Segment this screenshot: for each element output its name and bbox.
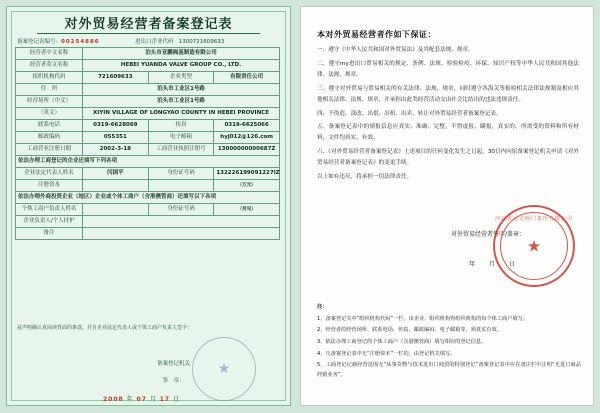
row-label: 经营场所（中文） [16,96,83,108]
table-row [16,144,280,156]
form-date-month: 07 [136,396,147,403]
row-value: HEBEI YUANDA VALVE GROUP CO., LTD. [83,60,280,72]
guarantee-paragraph: 二、遵守my进出口贸易相关的规定、条例、法规、检验检疫、环保、知识产权等中华人民共和国其他法律、法规、规章。 [317,60,579,78]
registration-table [15,47,280,240]
note-item: 2、经营者的经营场所、联系电话、传真、邮政编码、电子邮箱等，须真实有效。 [317,327,502,334]
row-value-2: 有限责任公司 [214,72,280,84]
registration-number-label: 备案登记表编号： [17,39,62,45]
guarantee-paragraph: 四、不伪造、涂改、出借、出租、出卖、转让对外贸易经营者备案登记表。 [317,110,502,117]
row-value [83,204,149,216]
form-date-year: 2008 [103,396,124,403]
row-label: （英文） [16,108,83,120]
row-label: 邮政编码 [16,132,83,144]
declaration-text: 兹声明确认真阅读背面的条款，并自企业法定代表人或个体工商户负责人签字： [17,325,193,331]
row-label: 经营者英文名称 [16,60,83,72]
row-label: 工商营业注册日期 [16,144,83,156]
remark-value [83,228,280,240]
table-row [16,72,280,84]
registration-number [17,37,100,45]
row-value-2: 0319-6625066 [214,120,280,132]
row-value-2: （万元） [214,180,280,192]
guarantee-paragraph: 以上如有违反，将承担一切法律责任。 [317,174,413,181]
note-item: 3、依法办理工商登记的个体工商户（含港澳管商）填写相应的登记信息。 [317,338,487,345]
table-row [16,180,280,192]
row-value: 泊头市工业区1号路 [83,96,280,108]
row-label: 个体工商户负责人姓名 [16,204,83,216]
table-row [16,132,280,144]
table-row [16,84,280,96]
registration-number-value: 00254886 [61,39,100,45]
authority-label: 备案登记机关 [157,361,191,367]
row-value: 0319-6628069 [83,120,149,132]
table-row [16,108,280,120]
table-row [16,204,280,216]
notes-title: 注： [317,304,328,310]
notes-block [317,303,581,382]
row-label-2: 企业类型 [148,72,214,84]
customs-code [135,37,224,45]
row-label-2 [148,180,214,192]
table-row [16,120,280,132]
row-label-2: 工商营业执照注册号 [148,144,214,156]
table-row [16,228,280,240]
title-divider [37,33,260,34]
note-item: 4、凡备案登记表中无“注册资本”一栏的，由登记机关填写。 [317,350,456,357]
row-label: 企业法定代表人姓名 [16,168,83,180]
guarantee-body [317,45,579,186]
row-value-2: hyj012@126.com [214,132,280,144]
row-value: 721609633 [83,72,149,84]
row-label: 联系电话 [16,120,83,132]
operator-signature-label: 对外贸易经营者签字/盖章： [451,231,526,238]
customs-code-label: 进出口企业代码 [135,39,174,45]
row-value: XIYIN VILLAGE OF LONGYAO COUNTY IN HEBEI PROVINCE [83,108,280,120]
guarantee-paragraph: 六、《对外贸易经营者备案登记表》上述项目的任何变化发生之日起，30日内向原备案登记机关申请《对外贸易经营者备案登记表》的变更手续。 [317,149,579,167]
row-value-2: （另见） [214,204,280,216]
guarantee-title: 本对外贸易经营者作如下保证： [317,30,436,39]
row-label: 住 所 [16,84,83,96]
note-item: 5、工商登记记载经营范围无“从事货物与技术进出口商贸的特别登记”备案登记表中应在备注栏中注明“无进口商品经销业务”。 [317,362,581,378]
row-value: 2002-3-18 [83,144,149,156]
section-header-2: 依法办理外商投资企业（地区）企业或个体工商户（含港澳管商）还填写以下各项 [16,192,280,204]
guarantee-paragraph: 五、备案登记表中的填报信息应真实、准确、完整，不得虚报、瞒报，真实的、所需受的资料和所有材料、文件均真实、有效。 [317,124,579,142]
row-value: 泊头市工业区1号路 [83,84,280,96]
customs-code-value: 1300721609633 [178,39,225,45]
seal-company-text: 河北省远达阀门集团有限公司 [495,216,574,222]
table-row [16,96,280,108]
authority-signature-block [157,359,190,384]
authority-seal-stamp [192,337,256,401]
table-row [16,168,280,180]
row-value: 泊头市亚鹏阀基制造有限公司 [83,48,280,60]
row-label-2: 传真 [148,120,214,132]
row-value [83,216,280,228]
row-value-2: 132226199091227IZ [214,168,280,180]
star-icon: ★ [217,361,231,377]
note-item: 1、备案登记关中“组织机构代码”一栏，由企业、组织机构得组织机构的每个体工商户填写。 [317,315,528,322]
row-label: 注册资本 [16,180,83,192]
row-label-2: 电子邮箱 [148,132,214,144]
table-row [16,216,280,228]
section-header-row [16,192,280,204]
page-title: 对外贸易经营者备案登记表 [64,17,233,32]
table-row [16,60,280,72]
row-value [83,180,149,192]
row-value-2: 13000000000687Z [214,144,280,156]
row-label-2: 身份证号码 [148,204,214,216]
row-label: 经营者中文名称 [16,48,83,60]
row-label: 企业负责人/个人持护 [16,216,83,228]
row-label-2: 身份证号码 [148,168,214,180]
table-row [16,48,280,60]
star-icon: ★ [526,236,542,256]
section-header-1: 依法办理工商登记的企业还填写下列各项 [16,156,280,168]
operator-date-line: 年 月 日 [469,261,521,268]
row-label: 组织机构代码 [16,72,83,84]
row-value: 闫国平 [83,168,149,180]
guarantee-paragraph: 一、遵守《中华人民共和国对外贸易法》及其配套法规、规章。 [317,47,474,53]
guarantee-paragraph: 三、遵守对外贸易与贸易相关的有关法律、法规、规章，同时遵守各海关等报检相关法律法规制及相应其他相关法律、法规、规章，并承担由此类经营活动交由社会比结出的违法违规责任。 [317,85,579,103]
remark-label: 备注 [16,228,83,240]
seal-label: 签 章： [162,378,185,384]
form-date: 2008 年 07 月 17 日 [103,396,180,403]
registration-form-sheet [6,6,291,406]
section-header-row [16,156,280,168]
form-date-day: 17 [159,396,171,403]
guarantee-sheet [300,6,594,406]
row-value: 055351 [83,132,149,144]
company-red-seal [493,205,575,287]
